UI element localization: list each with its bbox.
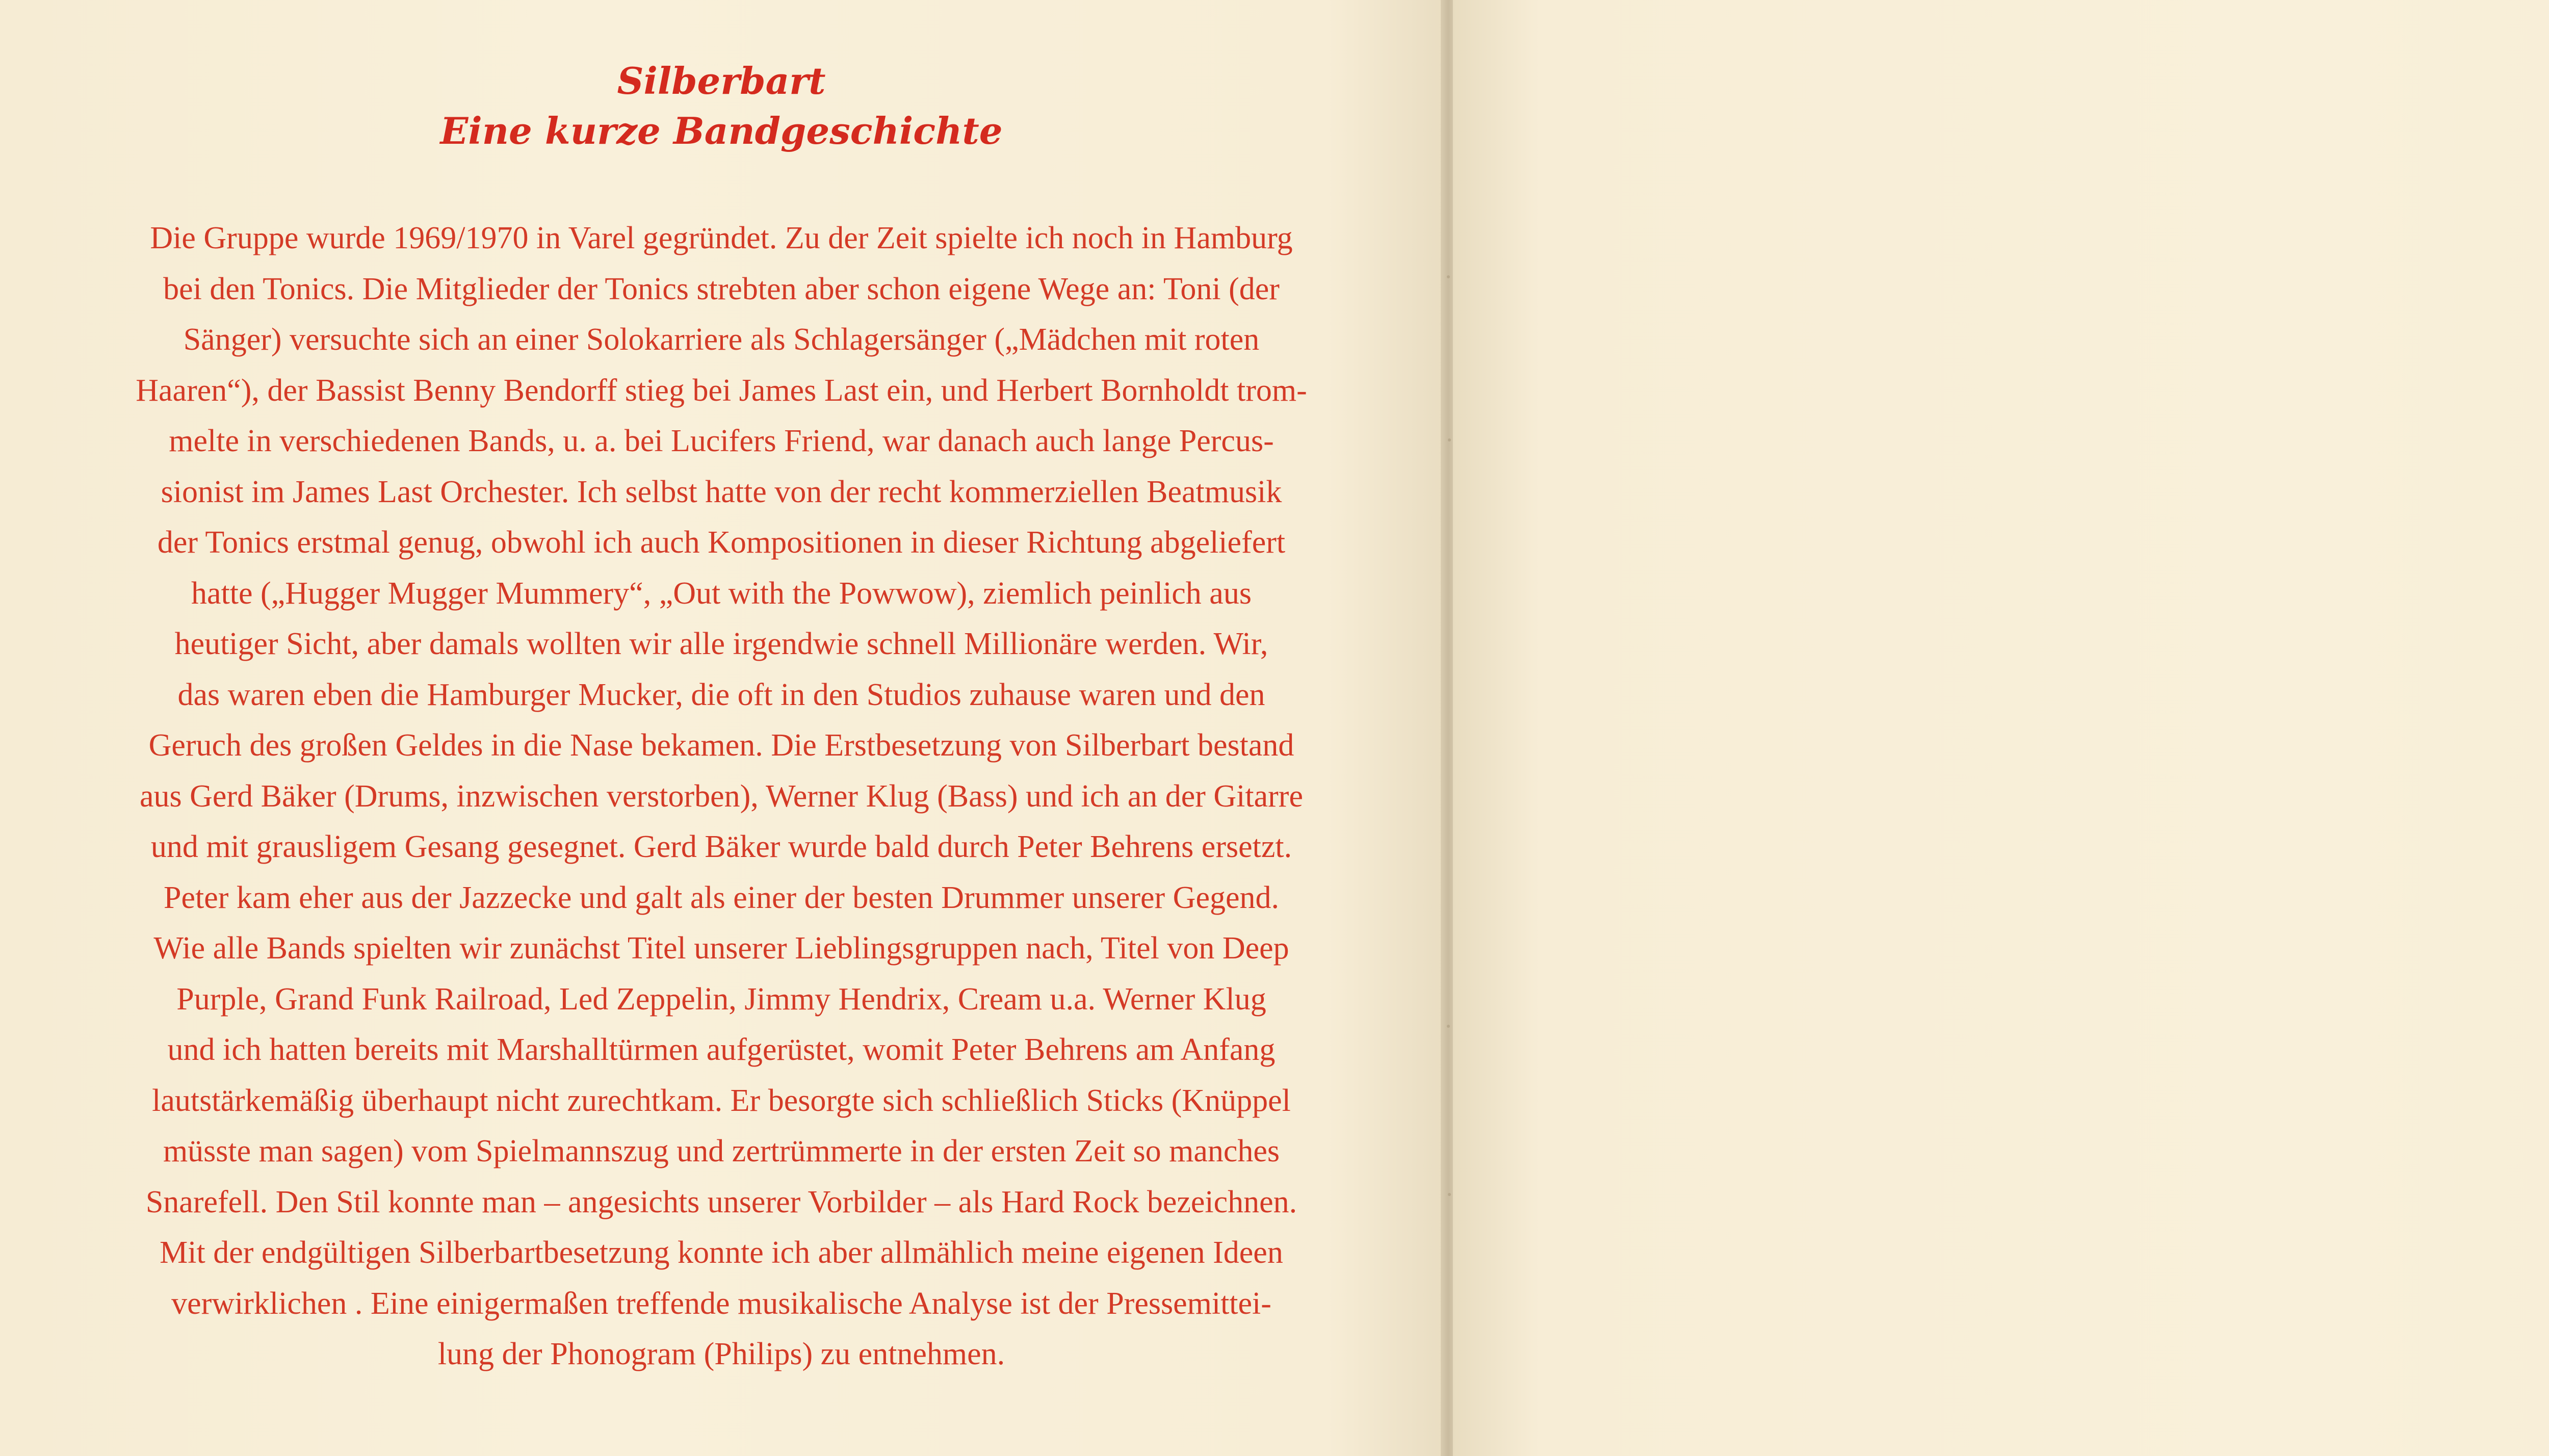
title-subtitle: Eine kurze Bandgeschichte [440,109,1003,152]
text-line: Mit der endgültigen Silberbartbesetzung konnte ich aber allmählich meine eigenen Ideen [160,1235,1283,1270]
paper-speck [1448,438,1451,441]
title-band-name: Silberbart [617,59,826,102]
text-line: Snarefell. Den Stil konnte man – angesichts unserer Vorbilder – als Hard Rock bezeichnen. [145,1184,1297,1219]
page-title [0,56,1443,156]
text-line: das waren eben die Hamburger Mucker, die oft in den Studios zuhause waren und den [177,677,1265,712]
text-line: lautstärkemäßig überhaupt nicht zurechtkam. Er besorgte sich schließlich Sticks (Knüppel [152,1083,1291,1118]
text-line: sionist im James Last Orchester. Ich selbst hatte von der recht kommerziellen Beatmusik [161,474,1282,509]
text-line: Sänger) versuchte sich an einer Solokarriere als Schlagersänger („Mädchen mit roten [183,322,1260,357]
text-line: bei den Tonics. Die Mitglieder der Tonics strebten aber schon eigene Wege an: Toni (der [163,271,1280,306]
text-line: heutiger Sicht, aber damals wollten wir alle irgendwie schnell Millionäre werden. Wir, [174,627,1268,661]
text-line: hatte („Hugger Mugger Mummery“, „Out with the Powwow), ziemlich peinlich aus [191,576,1252,611]
text-line: verwirklichen . Eine einigermaßen treffende musikalische Analyse ist der Pressemittei- [171,1286,1271,1321]
text-line: und mit grausligem Gesang gesegnet. Gerd Bäker wurde bald durch Peter Behrens ersetzt. [150,829,1292,864]
paper-speck [1448,1193,1451,1196]
text-line: melte in verschiedenen Bands, u. a. bei Lucifers Friend, war danach auch lange Percus- [169,424,1274,458]
text-line: Purple, Grand Funk Railroad, Led Zeppelin, Jimmy Hendrix, Cream u.a. Werner Klug [176,981,1266,1017]
text-line: aus Gerd Bäker (Drums, inzwischen verstorben), Werner Klug (Bass) und ich an der Gitarre [140,778,1303,814]
text-line: Peter kam eher aus der Jazzecke und galt als einer der besten Drummer unserer Gegend. [164,880,1279,915]
text-line: lung der Phonogram (Philips) zu entnehmen. [437,1337,1005,1371]
text-line: müsste man sagen) vom Spielmannszug und zertrümmerte in der ersten Zeit so manches [163,1134,1280,1168]
paper-speck [1447,1025,1450,1028]
text-line: Haaren“), der Bassist Benny Bendorff stieg bei James Last ein, und Herbert Bornholdt trom- [136,373,1307,408]
text-line: und ich hatten bereits mit Marshalltürmen aufgerüstet, womit Peter Behrens am Anfang [167,1032,1276,1067]
text-line: Die Gruppe wurde 1969/1970 in Varel gegründet. Zu der Zeit spielte ich noch in Hamburg [150,221,1293,255]
right-page [1453,0,2549,1456]
text-line: Wie alle Bands spielten wir zunächst Titel unserer Lieblingsgruppen nach, Titel von Deep [153,931,1289,966]
paper-speck [1447,275,1450,278]
left-body-text [20,213,1422,1380]
text-line: der Tonics erstmal genug, obwohl ich auch Kompositionen in dieser Richtung abgeliefert [157,525,1286,560]
text-line: Geruch des großen Geldes in die Nase bekamen. Die Erstbesetzung von Silberbart bestand [148,728,1294,763]
